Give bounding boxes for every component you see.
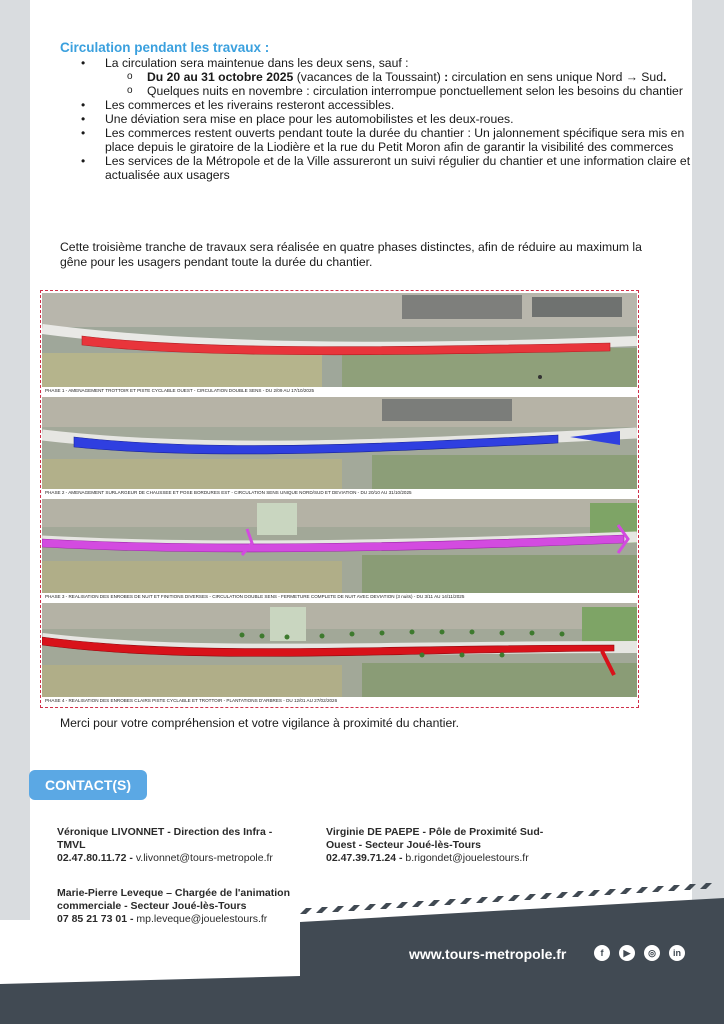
list-item — [105, 56, 705, 98]
list-item — [105, 126, 705, 154]
contact-email[interactable]: b.rigondet@jouelestours.fr — [402, 852, 529, 864]
phase-1-caption: PHASE 1 - AMENAGEMENT TROTTOIR ET PISTE CYCLABLE OUEST - CIRCULATION DOUBLE SENS - DU 2/09 AU 17/10/2025 — [45, 388, 315, 393]
phase-4-map — [42, 603, 637, 705]
sub-bullet-colon: : — [444, 70, 449, 84]
contact-name: Marie-Pierre Leveque – Chargée de l'animation commerciale - Secteur Joué-lès-Tours — [57, 887, 290, 912]
bullet-text: Les commerces restent ouverts pendant toute la durée du chantier : Un jalonnement spécifique sera mis en place depuis le giratoire de la Liodière et la rue du Petit Moron afin de garantir la visibilité des commerces — [105, 126, 685, 154]
phases-paragraph: Cette troisième tranche de travaux sera réalisée en quatre phases distinctes, afin de réduire au maximum la gêne pour les usagers pendant toute la durée du chantier. — [60, 240, 642, 269]
contact-card-2 — [326, 826, 566, 865]
section-title: Circulation pendant les travaux : — [60, 40, 270, 55]
contact-name: Véronique LIVONNET - Direction des Infra - TMVL — [57, 826, 273, 851]
phase-2-map — [42, 397, 637, 497]
phase-1-aerial-svg — [42, 293, 637, 387]
phase-4-caption: PHASE 4 - REALISATION DES ENROBES CLAIRS PISTE CYCLABLE ET TROTTOIR - PLANTATIONS D'ARBRES - DU 12/01 AU 27/02/2026 — [45, 698, 338, 703]
sub-list-item — [147, 70, 705, 84]
linkedin-icon[interactable]: in — [669, 945, 685, 961]
contact-email[interactable]: v.livonnet@tours-metropole.fr — [132, 852, 273, 864]
contact-button[interactable]: CONTACT(S) — [29, 770, 147, 800]
sub-bullet-end: . — [663, 70, 667, 84]
phase-3-aerial-svg — [42, 499, 637, 593]
thank-you-text: Merci pour votre compréhension et votre vigilance à proximité du chantier. — [60, 716, 459, 730]
phase-3-caption: PHASE 3 - REALISATION DES ENROBES DE NUIT ET FINITIONS DIVERSES - CIRCULATION DOUBLE SENS - FERMETURE COMPLETE DE NUIT AVEC DEVIATION (3 nuits) - DU 3/11 AU 14/11/2025 — [45, 594, 465, 599]
phase-1-map — [42, 293, 637, 395]
sub-bullet-text: (vacances de la Toussaint) — [293, 70, 445, 84]
footer-website-link[interactable]: www.tours-metropole.fr — [409, 946, 567, 962]
bullet-text: Les commerces et les riverains resteront accessibles. — [105, 98, 395, 112]
phase-2-aerial-svg — [42, 397, 637, 489]
phase-2-caption: PHASE 2 - AMENAGEMENT SURLARGEUR DE CHAUSSEE ET POSE BORDURES EST - CIRCULATION SENS UNIQUE NORD/SUD ET DEVIATION - DU 20/10 AU 31/10/2025 — [45, 490, 412, 495]
sub-bullet-text: Quelques nuits en novembre : circulation interrompue ponctuellement selon les besoins du chantier — [147, 84, 683, 98]
phase-maps-figure — [40, 290, 639, 708]
sub-bullet-bold: Du 20 au 31 octobre 2025 — [147, 70, 294, 84]
list-item — [105, 112, 705, 126]
contact-phone: 02.47.80.11.72 - — [57, 852, 133, 864]
sub-bullet-list — [105, 70, 705, 98]
bullet-text: Les services de la Métropole et de la Ville assureront un suivi régulier du chantier et une information claire et actualisée aux usagers — [105, 154, 691, 182]
facebook-icon[interactable]: f — [594, 945, 610, 961]
youtube-icon[interactable]: ▶ — [619, 945, 635, 961]
phase-4-aerial-svg — [42, 603, 637, 697]
bullet-text: Une déviation sera mise en place pour les automobilistes et les deux-roues. — [105, 112, 514, 126]
list-item — [105, 154, 705, 182]
instagram-icon[interactable]: ◎ — [644, 945, 660, 961]
contact-phone: 02.47.39.71.24 - — [326, 852, 403, 864]
list-item — [105, 98, 705, 112]
bullet-list — [60, 56, 705, 182]
sub-bullet-rest: circulation en sens unique Nord → Sud — [448, 70, 663, 84]
footer-band — [0, 880, 724, 1024]
contact-email[interactable]: mp.leveque@jouelestours.fr — [133, 913, 268, 925]
contact-phone: 07 85 21 73 01 - — [57, 913, 134, 925]
contact-name: Virginie DE PAEPE - Pôle de Proximité Sud-Ouest - Secteur Joué-lès-Tours — [326, 826, 544, 851]
contact-card-1 — [57, 826, 292, 865]
sub-list-item — [147, 84, 705, 98]
bullet-text: La circulation sera maintenue dans les deux sens, sauf : — [105, 56, 409, 70]
phase-3-map — [42, 499, 637, 601]
left-margin-band — [0, 0, 30, 920]
